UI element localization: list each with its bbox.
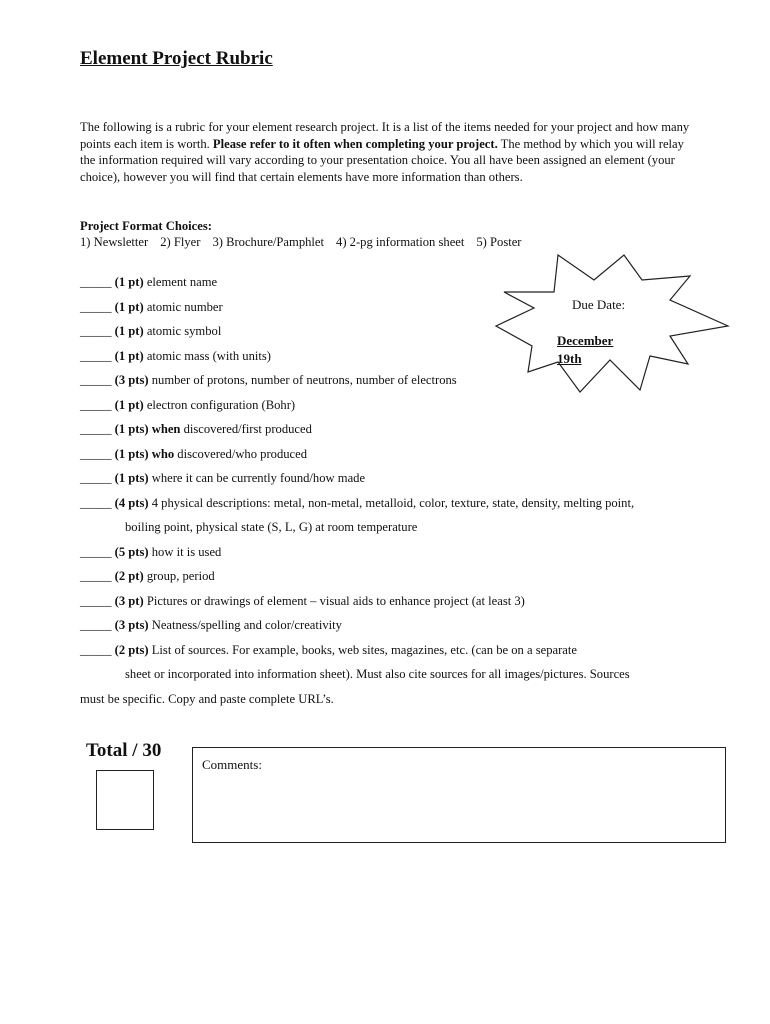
rubric-item <box>80 617 700 633</box>
rubric-points: (1 pt) <box>114 324 144 338</box>
starburst-shape <box>490 252 730 402</box>
rubric-text: atomic number <box>143 299 223 314</box>
score-blank: _____ <box>80 471 112 485</box>
score-blank: _____ <box>80 544 112 559</box>
format-choices <box>80 218 700 250</box>
rubric-points: (1 pt) <box>114 299 144 314</box>
score-blank: _____ <box>80 397 112 412</box>
format-options <box>80 234 700 250</box>
rubric-text: where it can be currently found/how made <box>148 471 366 485</box>
format-choices-heading: Project Format Choices: <box>80 219 212 233</box>
score-blank: _____ <box>80 593 112 608</box>
comments-label: Comments: <box>202 757 262 772</box>
rubric-text: discovered/first produced <box>180 422 312 436</box>
score-blank: _____ <box>80 275 112 289</box>
rubric-text: element name <box>143 275 218 289</box>
rubric-points: (5 pts) <box>114 544 149 559</box>
score-blank: _____ <box>80 446 112 461</box>
rubric-points: (1 pt) <box>114 397 144 412</box>
due-date-label: Due Date: <box>572 297 626 312</box>
rubric-item <box>80 446 700 462</box>
intro-paragraph <box>80 119 692 185</box>
rubric-text: Neatness/spelling and color/creativity <box>148 618 342 632</box>
format-option: 5) Poster <box>476 235 522 249</box>
rubric-item <box>80 642 700 707</box>
rubric-item <box>80 495 700 536</box>
score-blank: _____ <box>80 642 112 657</box>
rubric-bold-word: when <box>148 422 181 436</box>
rubric-text-continuation: boiling point, physical state (S, L, G) at room temperature <box>125 520 418 534</box>
rubric-points: (3 pts) <box>114 373 149 387</box>
format-option: 1) Newsletter <box>80 235 149 249</box>
due-date-value <box>557 332 637 368</box>
intro-text-2: The method by which you will relay the information required will vary according to your presentation choice. You all have been assigned an element (your choice), however you will find that certain elements have more information than others. <box>80 136 684 184</box>
rubric-points: (3 pts) <box>114 618 149 632</box>
rubric-text: Pictures or drawings of element – visual aids to enhance project (at least 3) <box>143 593 525 608</box>
total-label: Total / 30 <box>86 740 162 761</box>
rubric-text: number of protons, number of neutrons, number of electrons <box>148 373 457 387</box>
format-option: 2) Flyer <box>160 235 201 249</box>
score-blank: _____ <box>80 569 112 583</box>
rubric-bold-word: who <box>148 446 175 461</box>
rubric-points: (2 pt) <box>114 569 144 583</box>
rubric-points: (1 pts) <box>114 446 149 461</box>
rubric-points: (2 pts) <box>114 642 149 657</box>
score-blank: _____ <box>80 422 112 436</box>
rubric-item <box>80 421 700 437</box>
rubric-text: discovered/who produced <box>174 446 308 461</box>
format-option: 3) Brochure/Pamphlet <box>212 235 325 249</box>
rubric-text: List of sources. For example, books, web sites, magazines, etc. (can be on a separate <box>148 642 577 657</box>
rubric-item <box>80 593 700 609</box>
score-blank: _____ <box>80 324 112 338</box>
rubric-points: (1 pt) <box>114 275 144 289</box>
rubric-points: (1 pts) <box>114 422 149 436</box>
score-blank: _____ <box>80 348 112 363</box>
rubric-points: (3 pt) <box>114 593 144 608</box>
comments-box[interactable] <box>192 747 726 843</box>
intro-emphasis: Please refer to it often when completing your project. <box>212 136 498 151</box>
rubric-points: (4 pts) <box>114 495 149 510</box>
rubric-text: electron configuration (Bohr) <box>143 397 296 412</box>
intro-text-1: The following is a rubric for your element research project. It is a list of the items needed for your project and how many points each item is worth. <box>80 120 690 151</box>
rubric-text: group, period <box>143 569 215 583</box>
rubric-item <box>80 568 700 584</box>
rubric-points: (1 pt) <box>114 348 144 363</box>
score-blank: _____ <box>80 618 112 632</box>
rubric-item <box>80 544 700 560</box>
rubric-points: (1 pts) <box>114 471 149 485</box>
page-title: Element Project Rubric <box>80 48 273 69</box>
due-date-day: 19th <box>557 351 582 366</box>
rubric-text: 4 physical descriptions: metal, non-metal, metalloid, color, texture, state, density, melting point, <box>148 495 635 510</box>
score-blank: _____ <box>80 373 112 387</box>
rubric-text: atomic mass (with units) <box>143 348 271 363</box>
due-date-month: December <box>557 333 614 348</box>
score-blank: _____ <box>80 299 112 314</box>
due-date-starburst <box>490 252 730 402</box>
total-score-box[interactable] <box>96 770 154 830</box>
rubric-text-continuation: sheet or incorporated into information sheet). Must also cite sources for all images/pictures. Sources <box>125 667 630 681</box>
rubric-text-continuation: must be specific. Copy and paste complete URL’s. <box>80 691 334 706</box>
score-blank: _____ <box>80 495 112 510</box>
rubric-item <box>80 470 700 486</box>
rubric-text: atomic symbol <box>143 324 222 338</box>
rubric-text: how it is used <box>148 544 222 559</box>
format-option: 4) 2-pg information sheet <box>336 235 465 249</box>
